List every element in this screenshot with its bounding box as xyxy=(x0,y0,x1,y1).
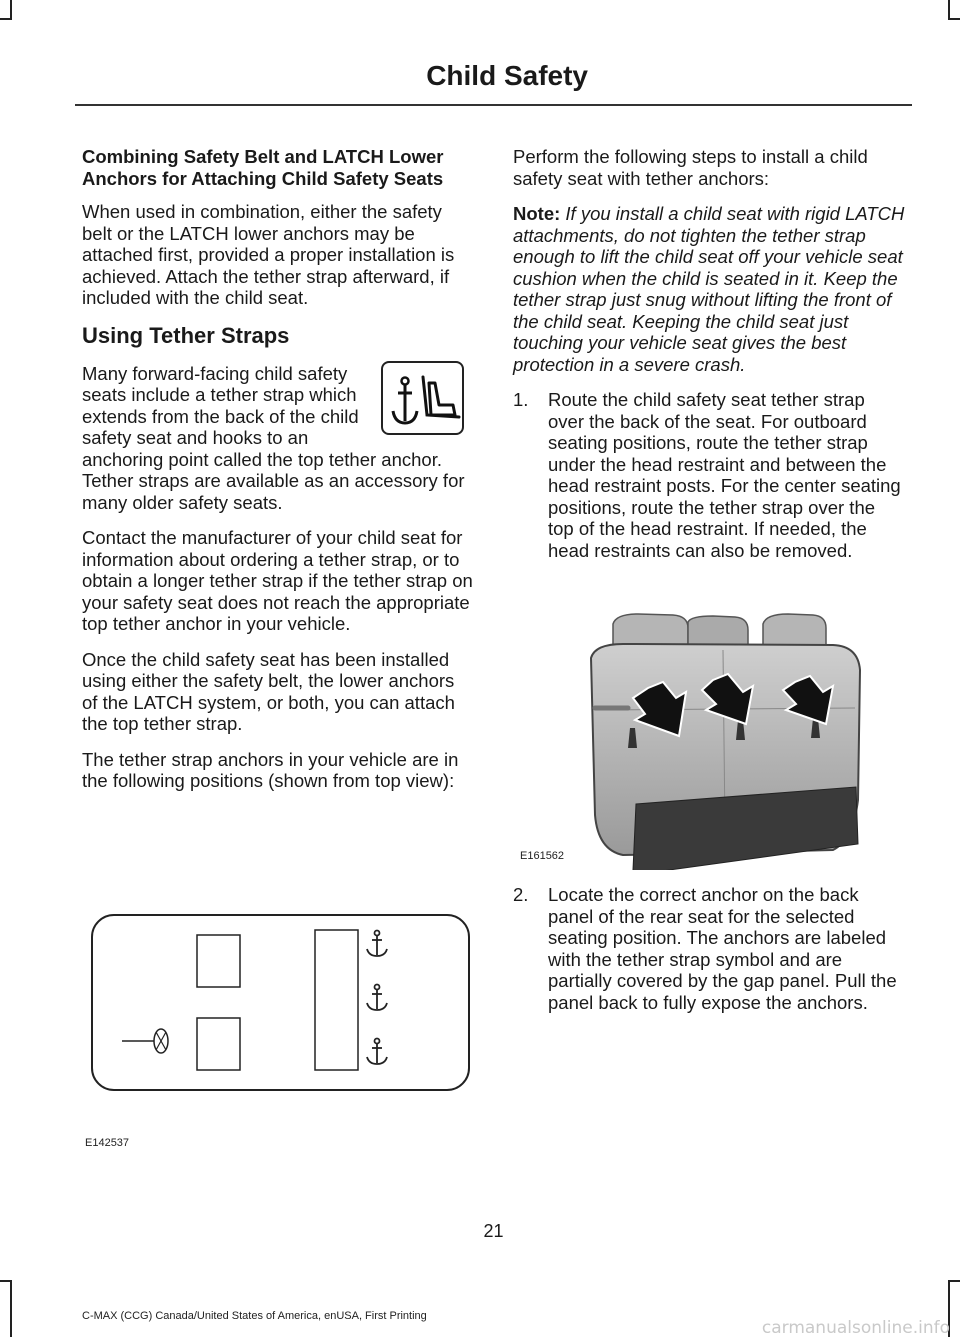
step-2 xyxy=(513,884,905,1013)
right-column-continued xyxy=(513,884,905,1027)
intro-paragraph: Perform the following steps to install a child safety seat with tether anchors: xyxy=(513,146,868,189)
combining-paragraph: When used in combination, either the safety belt or the LATCH lower anchors may be attached first, provided a proper installation is achieved. Attach the tether strap afterward, if included with the child seat. xyxy=(82,201,455,308)
step-1 xyxy=(513,389,905,561)
positions-paragraph: The tether strap anchors in your vehicle are in the following positions (shown from top view): xyxy=(82,748,459,791)
rear-seat-back-figure xyxy=(513,600,905,870)
figure-code: E142537 xyxy=(85,1137,130,1149)
tether-heading: Using Tether Straps xyxy=(82,322,290,348)
note-label: Note: xyxy=(513,203,561,224)
footer-text: C-MAX (CCG) Canada/United States of America, enUSA, First Printing xyxy=(82,1310,427,1322)
step-number: 1. xyxy=(513,389,529,410)
crop-mark xyxy=(948,0,950,20)
child-seat-anchor-icon xyxy=(381,361,464,435)
header-divider xyxy=(75,104,912,106)
left-column xyxy=(82,146,474,806)
anchor-icon xyxy=(367,931,387,957)
crop-mark xyxy=(10,0,12,20)
note-paragraph xyxy=(513,203,905,375)
crop-mark xyxy=(10,1280,12,1337)
right-column xyxy=(513,146,905,575)
crop-mark xyxy=(948,1280,960,1282)
step-text: Route the child safety seat tether strap over the back of the seat. For outboard seating positions, route the tether strap under the head restraint and between the head restraint posts. For the center seating positions, route the tether strap over the top of the head restraint. If needed, the head restraints can also be removed. xyxy=(548,389,901,561)
steps-list-1 xyxy=(513,389,905,561)
step-text: Locate the correct anchor on the back panel of the rear seat for the selected seating position. The anchors are labeled with the tether strap symbol and are partially covered by the gap panel. Pull the panel back to fully expose the anchors. xyxy=(548,884,897,1013)
page-title: Child Safety xyxy=(426,60,588,91)
note-text: If you install a child seat with rigid LATCH attachments, do not tighten the tether strap enough to lift the child seat off your vehicle seat cushion when the child is seated in it. Keep the tether strap just snug without lifting the front of the child seat. Keeping the child seat just touching your vehicle seat gives the best protection in a severe crash. xyxy=(513,203,905,375)
crop-mark xyxy=(948,18,960,20)
step-number: 2. xyxy=(513,884,529,905)
crop-mark xyxy=(0,1280,12,1282)
anchor-icon xyxy=(367,985,387,1011)
tether-paragraph: Many forward-facing child safety seats include a tether strap which extends from the back of the child safety seat and hooks to an anchoring point called the top tether anchor. Tether straps are available as an accessory for many older safety seats. xyxy=(82,362,465,513)
combining-heading: Combining Safety Belt and LATCH Lower Anchors for Attaching Child Safety Seats xyxy=(82,146,444,189)
steps-list-2 xyxy=(513,884,905,1013)
figure-code: E161562 xyxy=(520,850,565,862)
anchor-icon xyxy=(367,1039,387,1065)
page-number: 21 xyxy=(483,1221,504,1241)
contact-paragraph: Contact the manufacturer of your child seat for information about ordering a tether strap, or to obtain a longer tether strap if the tether strap on your safety seat does not reach the appropriate top tether anchor in your vehicle. xyxy=(82,527,473,634)
tether-anchor-positions-figure xyxy=(82,905,474,1155)
watermark: carmanualsonline.info xyxy=(761,1318,950,1338)
once-paragraph: Once the child safety seat has been installed using either the safety belt, the lower anchors of the LATCH system, or both, you can attach the top tether strap. xyxy=(82,648,455,734)
crop-mark xyxy=(0,18,12,20)
